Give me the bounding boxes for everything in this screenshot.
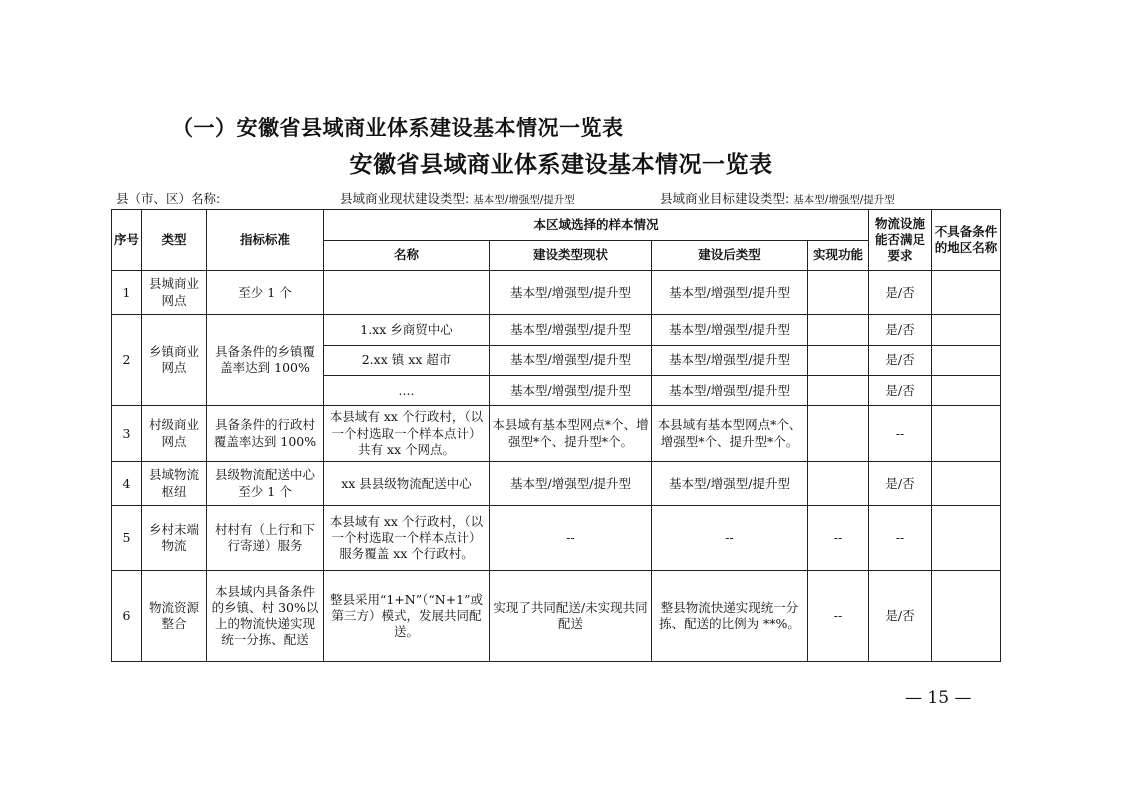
cell-name: 本县域有 xx 个行政村，（以一个村选取一个样本点计）共有 xx 个网点。 [324,406,490,462]
cell-missing [932,406,1001,462]
cell-indicator: 县级物流配送中心至少 1 个 [207,461,324,505]
cell-function [808,271,869,315]
cell-seq: 3 [112,406,142,462]
header-function: 实现功能 [808,241,869,271]
cell-function: -- [808,506,869,571]
header-row-1 [112,210,1001,241]
cell-after-type: 基本型/增强型/提升型 [652,461,808,505]
cell-missing [932,345,1001,375]
cell-after-type: 基本型/增强型/提升型 [652,271,808,315]
page-number: — 15 — [905,688,972,708]
cell-function [808,315,869,345]
cell-current-type: 基本型/增强型/提升型 [490,315,652,345]
cell-category: 县域物流枢纽 [142,461,207,505]
cell-seq: 6 [112,571,142,662]
cell-name: 整县采用“1+N”（“N+1”或第三方）模式，发展共同配送。 [324,571,490,662]
current-type-field [340,189,575,207]
header-current-type: 建设类型现状 [490,241,652,271]
cell-indicator: 本县域内具备条件的乡镇、村 30%以上的物流快递实现统一分拣、配送 [207,571,324,662]
county-label-text: 县（市、区）名称: [116,191,221,206]
cell-after-type: 基本型/增强型/提升型 [652,315,808,345]
section-heading: （一）安徽省县域商业体系建设基本情况一览表 [172,115,624,140]
cell-indicator: 具备条件的行政村覆盖率达到 100% [207,406,324,462]
cell-name: 2.xx 镇 xx 超市 [324,345,490,375]
cell-current-type: 基本型/增强型/提升型 [490,376,652,406]
cell-function [808,461,869,505]
cell-function [808,376,869,406]
cell-missing [932,315,1001,345]
cell-logistics: -- [869,406,932,462]
cell-function [808,345,869,375]
cell-after-type: 基本型/增强型/提升型 [652,345,808,375]
cell-indicator: 至少 1 个 [207,271,324,315]
header-name: 名称 [324,241,490,271]
cell-indicator: 村村有（上行和下行寄递）服务 [207,506,324,571]
table-row [112,571,1001,662]
cell-name [324,271,490,315]
header-seq: 序号 [112,210,142,271]
cell-category: 乡镇商业网点 [142,315,207,406]
cell-seq: 2 [112,315,142,406]
cell-after-type: 本县域有基本型网点*个、增强型*个、提升型*个。 [652,406,808,462]
cell-indicator: 具备条件的乡镇覆盖率达到 100% [207,315,324,406]
cell-name: 本县域有 xx 个行政村，（以一个村选取一个样本点计）服务覆盖 xx 个行政村。 [324,506,490,571]
current-type-options: 基本型/增强型/提升型 [473,194,575,206]
cell-function: -- [808,571,869,662]
cell-current-type: -- [490,506,652,571]
cell-after-type: 整县物流快递实现统一分拣、配送的比例为 **%。 [652,571,808,662]
cell-logistics: 是/否 [869,461,932,505]
cell-missing [932,571,1001,662]
target-type-field [660,189,895,207]
target-type-options: 基本型/增强型/提升型 [793,194,895,206]
county-name-label [116,189,220,207]
cell-name: .... [324,376,490,406]
cell-current-type: 基本型/增强型/提升型 [490,461,652,505]
cell-missing [932,271,1001,315]
cell-category: 村级商业网点 [142,406,207,462]
header-after-type: 建设后类型 [652,241,808,271]
table-row [112,271,1001,315]
table-row [112,406,1001,462]
cell-seq: 5 [112,506,142,571]
cell-missing [932,461,1001,505]
cell-function [808,406,869,462]
cell-after-type: -- [652,506,808,571]
cell-logistics: 是/否 [869,345,932,375]
cell-logistics: 是/否 [869,571,932,662]
table-row [112,315,1001,345]
cell-name: 1.xx 乡商贸中心 [324,315,490,345]
cell-current-type: 基本型/增强型/提升型 [490,345,652,375]
cell-missing [932,376,1001,406]
cell-after-type: 基本型/增强型/提升型 [652,376,808,406]
table-row [112,461,1001,505]
header-sample-group: 本区域选择的样本情况 [324,210,869,241]
document-title: 安徽省县域商业体系建设基本情况一览表 [349,151,773,178]
cell-logistics: 是/否 [869,271,932,315]
cell-category: 乡村末端物流 [142,506,207,571]
header-logistics: 物流设施能否满足要求 [869,210,932,271]
header-missing: 不具备条件的地区名称 [932,210,1001,271]
cell-current-type: 基本型/增强型/提升型 [490,271,652,315]
current-type-label: 县域商业现状建设类型: [340,191,470,206]
cell-category: 物流资源整合 [142,571,207,662]
cell-name: xx 县县级物流配送中心 [324,461,490,505]
target-type-label: 县域商业目标建设类型: [660,191,790,206]
cell-logistics: 是/否 [869,315,932,345]
table-row [112,506,1001,571]
header-indicator: 指标标准 [207,210,324,271]
header-category: 类型 [142,210,207,271]
cell-current-type: 本县域有基本型网点*个、增强型*个、提升型*个。 [490,406,652,462]
cell-logistics: 是/否 [869,376,932,406]
cell-current-type: 实现了共同配送/未实现共同配送 [490,571,652,662]
cell-missing [932,506,1001,571]
cell-seq: 1 [112,271,142,315]
summary-table [111,209,1001,662]
cell-category: 县城商业网点 [142,271,207,315]
cell-seq: 4 [112,461,142,505]
cell-logistics: -- [869,506,932,571]
